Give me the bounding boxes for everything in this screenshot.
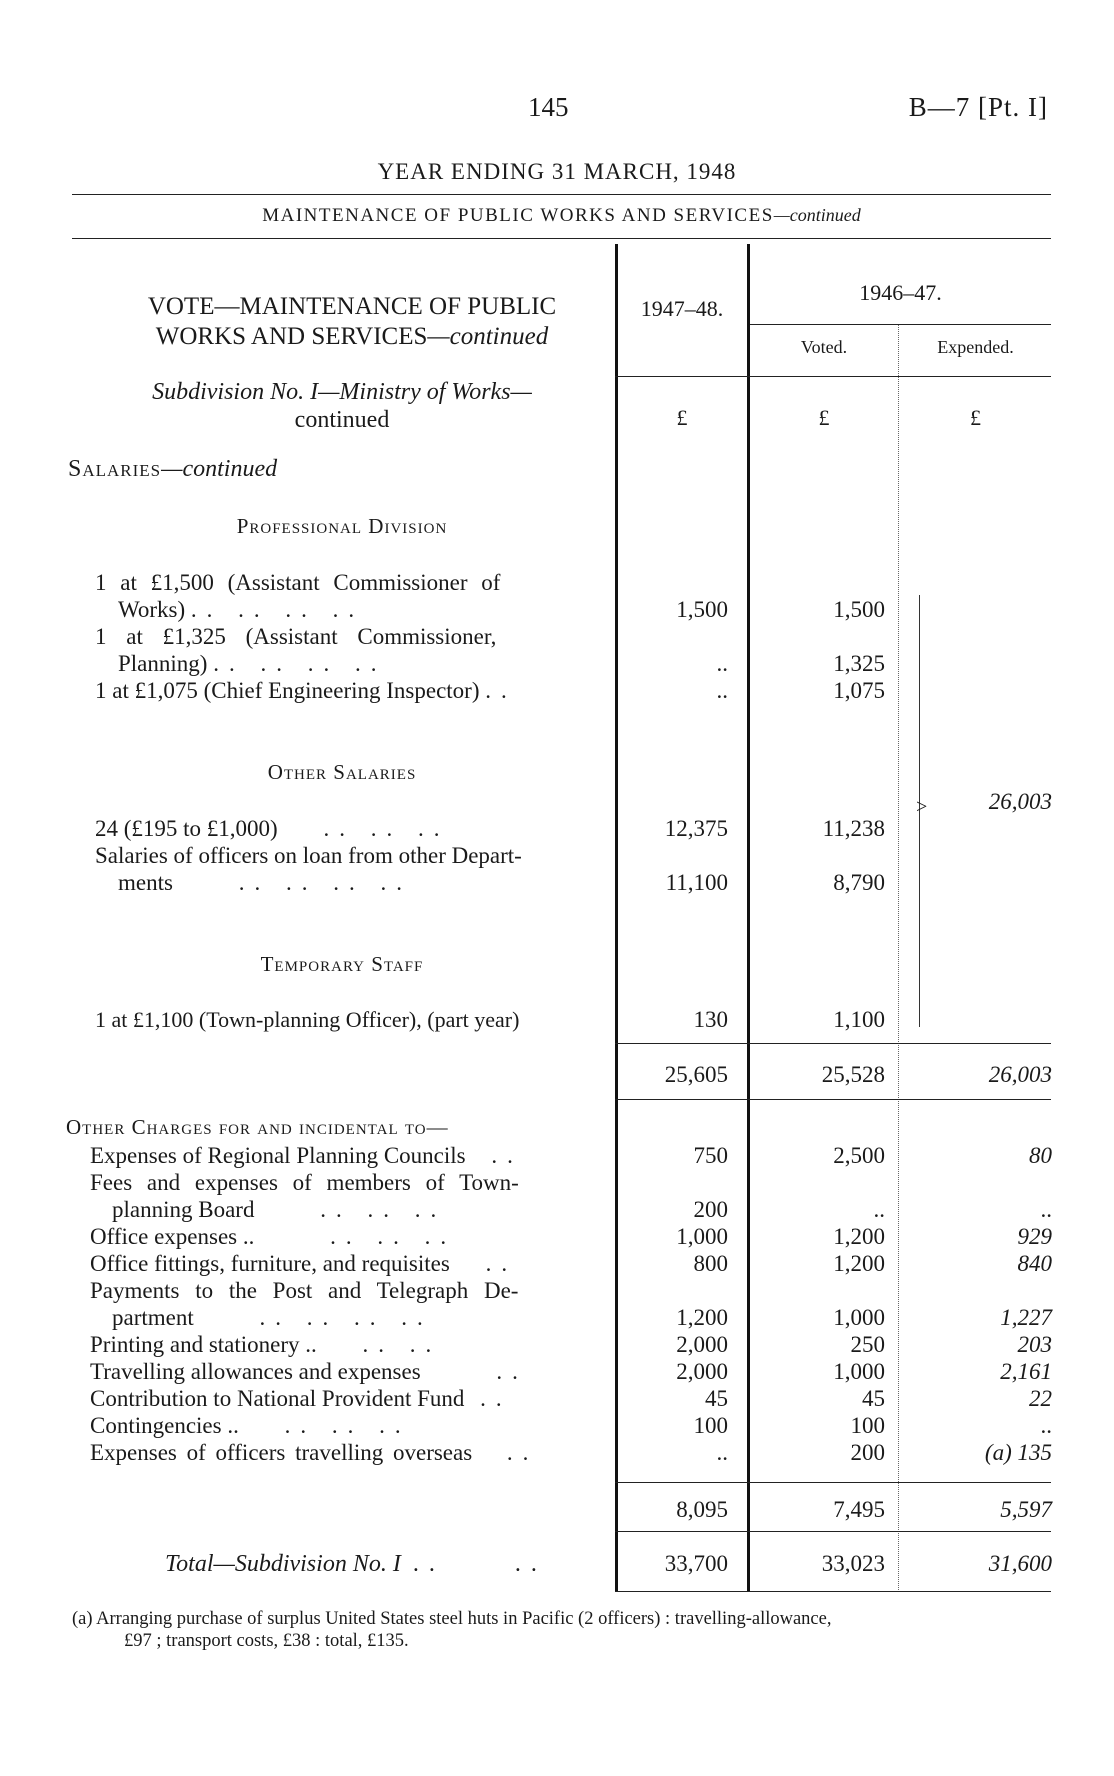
salaries-subtotal-expended: 26,003 [988,1062,1052,1087]
salaries-subtotal-1947: 25,605 [664,1062,728,1087]
vote-heading [72,292,632,352]
other-row-6-1947: 2,000 [676,1332,728,1357]
rule-total-top [615,1531,1051,1532]
leader-dots: .. .. .. [323,816,450,841]
other-row-8-voted: 45 [862,1386,885,1411]
section-title [72,205,1051,227]
section-temporary: Temporary Staff [260,952,424,976]
salaries-heading-text: Salaries [68,456,162,482]
leader-dots: .. [485,678,517,703]
other-row-7-label: Travelling allowances and expenses [90,1359,421,1384]
salary-row-1-voted: 1,500 [833,597,885,622]
other-row-2-voted: .. [873,1197,885,1222]
other-row-2-line1: Fees and expenses of members of Town- [90,1170,519,1195]
other-subtotal-expended: 5,597 [1000,1497,1052,1522]
salary-row-2-label2: Planning) [118,651,208,676]
leader-dots: .. .. [362,1332,442,1357]
leader-dots: .. [491,1143,523,1168]
salary-row-5-label2: ments [118,870,173,895]
leader-dots: .. [506,1440,539,1465]
other-row-6-label: Printing and stationery .. [90,1332,317,1357]
other-row-5-label2: partment [112,1305,194,1330]
page-number: 145 [528,92,569,122]
other-row-3-expended: 929 [1017,1224,1052,1249]
other-row-8 [90,1386,512,1412]
leader-dots: .. .. .. [284,1413,411,1438]
leader-dots: .. .. .. .. [190,597,365,622]
subdivision-line2: continued [294,407,390,433]
other-row-1-expended: 80 [1029,1143,1052,1168]
salary-row-4 [95,816,449,842]
leader-dots: .. .. .. [320,1197,447,1222]
other-row-1-1947: 750 [693,1143,728,1168]
other-row-3-voted: 1,200 [833,1224,885,1249]
salary-row-3-1947: .. [716,678,728,703]
other-row-8-expended: 22 [1029,1386,1052,1411]
salary-row-6-voted: 1,100 [833,1007,885,1032]
salaries-subtotal-voted: 25,528 [821,1062,885,1087]
footnote-line1: (a) Arranging purchase of surplus United States steel huts in Pacific (2 officers) : travelling-allowance, [72,1609,832,1629]
other-row-2-line2 [112,1197,446,1223]
leader-dots: .. .. .. .. [238,870,412,895]
subdivision-line1: Subdivision No. I—Ministry of Works— [152,379,532,405]
other-row-8-label: Contribution to National Provident Fund [90,1386,465,1411]
leader-dots: .. [514,1551,547,1577]
other-charges-heading: Other Charges for and incidental to— [66,1115,449,1139]
col-header-expended: Expended. [937,337,1014,357]
rule-salaries-subtotal-top [615,1043,1051,1044]
vote-heading-line2-text: WORKS AND SERVICES [155,323,428,350]
other-row-8-1947: 45 [705,1386,728,1411]
other-row-9 [90,1413,411,1439]
rule-1946-under [750,324,1051,325]
other-row-4-expended: 840 [1017,1251,1052,1276]
other-row-9-voted: 100 [850,1413,885,1438]
salary-row-1-line2 [118,597,364,623]
rule-total-bottom [615,1591,1051,1592]
other-row-6-voted: 250 [850,1332,885,1357]
salary-row-2-line2 [118,651,386,677]
salaries-heading-cont: —continued [161,456,278,482]
other-row-1-label: Expenses of Regional Planning Councils [90,1143,466,1168]
currency-voted: £ [818,405,830,430]
currency-expended: £ [970,405,981,430]
other-row-6 [90,1332,441,1358]
other-row-2-1947: 200 [693,1197,728,1222]
section-other-salaries: Other Salaries [267,760,417,784]
other-row-7 [90,1359,528,1385]
other-row-7-expended: 2,161 [1000,1359,1052,1384]
other-row-4-1947: 800 [693,1251,728,1276]
col-header-1946: 1946–47. [859,280,942,305]
salary-row-1-1947: 1,500 [676,597,728,622]
other-row-3-label: Office expenses .. [90,1224,255,1249]
other-row-10 [90,1440,538,1466]
salary-row-6: 1 at £1,100 (Town-planning Officer), (part year) [95,1007,520,1032]
salary-row-6-1947: 130 [693,1007,728,1032]
leader-dots: .. [480,1386,512,1411]
currency-1947: £ [676,405,688,430]
salary-row-3-voted: 1,075 [833,678,885,703]
other-row-10-label: Expenses of officers travelling overseas [90,1440,473,1465]
other-row-10-1947: .. [716,1440,728,1465]
col-header-voted: Voted. [800,337,848,357]
rule-header-bottom [615,376,1051,377]
other-row-3 [90,1224,456,1250]
salary-row-4-label: 24 (£195 to £1,000) [95,816,278,841]
salaries-heading [68,456,277,483]
other-row-5-line2 [112,1305,433,1331]
other-row-4 [90,1251,517,1277]
leader-dots: .. .. .. [330,1224,457,1249]
footnote-line2: £97 ; transport costs, £38 : total, £135. [124,1631,409,1651]
other-row-2-expended: .. [1040,1197,1052,1222]
other-row-9-1947: 100 [693,1413,728,1438]
footnote [72,1608,1057,1652]
other-row-5-line1: Payments to the Post and Telegraph De- [90,1278,519,1303]
other-row-6-expended: 203 [1017,1332,1052,1357]
vote-heading-line2-cont: —continued [427,323,549,350]
leader-dots: .. [485,1251,518,1276]
other-subtotal-voted: 7,495 [833,1497,885,1522]
salary-row-3 [95,678,517,704]
col-header-1947: 1947–48. [640,296,724,321]
salary-row-1-line1: 1 at £1,500 (Assistant Commissioner of [95,570,501,595]
subdivision-heading [72,378,612,434]
salary-row-2-voted: 1,325 [833,651,885,676]
section-title-cont: —continued [773,205,861,225]
leader-dots: .. .. .. .. [259,1305,433,1330]
leader-dots: .. [496,1359,528,1384]
page-reference: B—7 [Pt. I] [908,92,1048,122]
salary-row-2-line1: 1 at £1,325 (Assistant Commissioner, [95,624,497,649]
other-row-7-voted: 1,000 [833,1359,885,1384]
other-row-7-1947: 2,000 [676,1359,728,1384]
other-row-5-expended: 1,227 [1000,1305,1052,1330]
bracket-point: > [916,796,928,818]
total-row [165,1551,547,1578]
rule-section [72,238,1051,239]
vote-heading-line1: VOTE—MAINTENANCE OF PUBLIC [147,293,557,320]
other-row-5-1947: 1,200 [676,1305,728,1330]
other-subtotal-1947: 8,095 [676,1497,728,1522]
rule-other-subtotal-top [615,1482,1051,1483]
salary-row-5-voted: 8,790 [833,870,885,895]
salary-row-3-label: 1 at £1,075 (Chief Engineering Inspector) [95,678,480,703]
other-row-9-expended: .. [1040,1413,1052,1438]
other-row-3-1947: 1,000 [676,1224,728,1249]
other-row-10-expended: (a) 135 [984,1440,1052,1465]
total-1947: 33,700 [664,1551,728,1576]
other-row-1-voted: 2,500 [833,1143,885,1168]
rule-salaries-subtotal-bottom [615,1099,1051,1100]
other-row-5-voted: 1,000 [833,1305,885,1330]
other-row-2-label2: planning Board [112,1197,255,1222]
col-rule-3 [898,325,899,1592]
total-label: Total—Subdivision No. I [165,1551,401,1577]
vote-heading-line2 [72,322,632,352]
section-title-main: MAINTENANCE OF PUBLIC WORKS AND SERVICES [262,205,774,226]
salary-row-5-1947: 11,100 [665,870,728,895]
other-row-10-voted: 200 [850,1440,885,1465]
other-row-4-voted: 1,200 [833,1251,885,1276]
salary-row-5-line2 [118,870,412,896]
section-professional: Professional Division [236,514,448,538]
other-row-4-label: Office fittings, furniture, and requisites [90,1251,450,1276]
leader-dots: .. [412,1551,445,1577]
salary-row-4-1947: 12,375 [664,816,728,841]
rule-top [72,194,1051,195]
salary-row-1-label2: Works) [118,597,186,622]
other-row-1 [90,1143,523,1169]
year-title: YEAR ENDING 31 MARCH, 1948 [377,159,737,184]
salary-row-5-line1: Salaries of officers on loan from other Depart- [95,843,522,868]
salary-row-4-voted: 11,238 [822,816,885,841]
total-expended: 31,600 [988,1551,1052,1576]
leader-dots: .. .. .. .. [213,651,387,676]
other-row-9-label: Contingencies .. [90,1413,239,1438]
salary-row-2-1947: .. [716,651,728,676]
total-voted: 33,023 [821,1551,885,1576]
salaries-expended-bracket: 26,003 [988,789,1052,814]
